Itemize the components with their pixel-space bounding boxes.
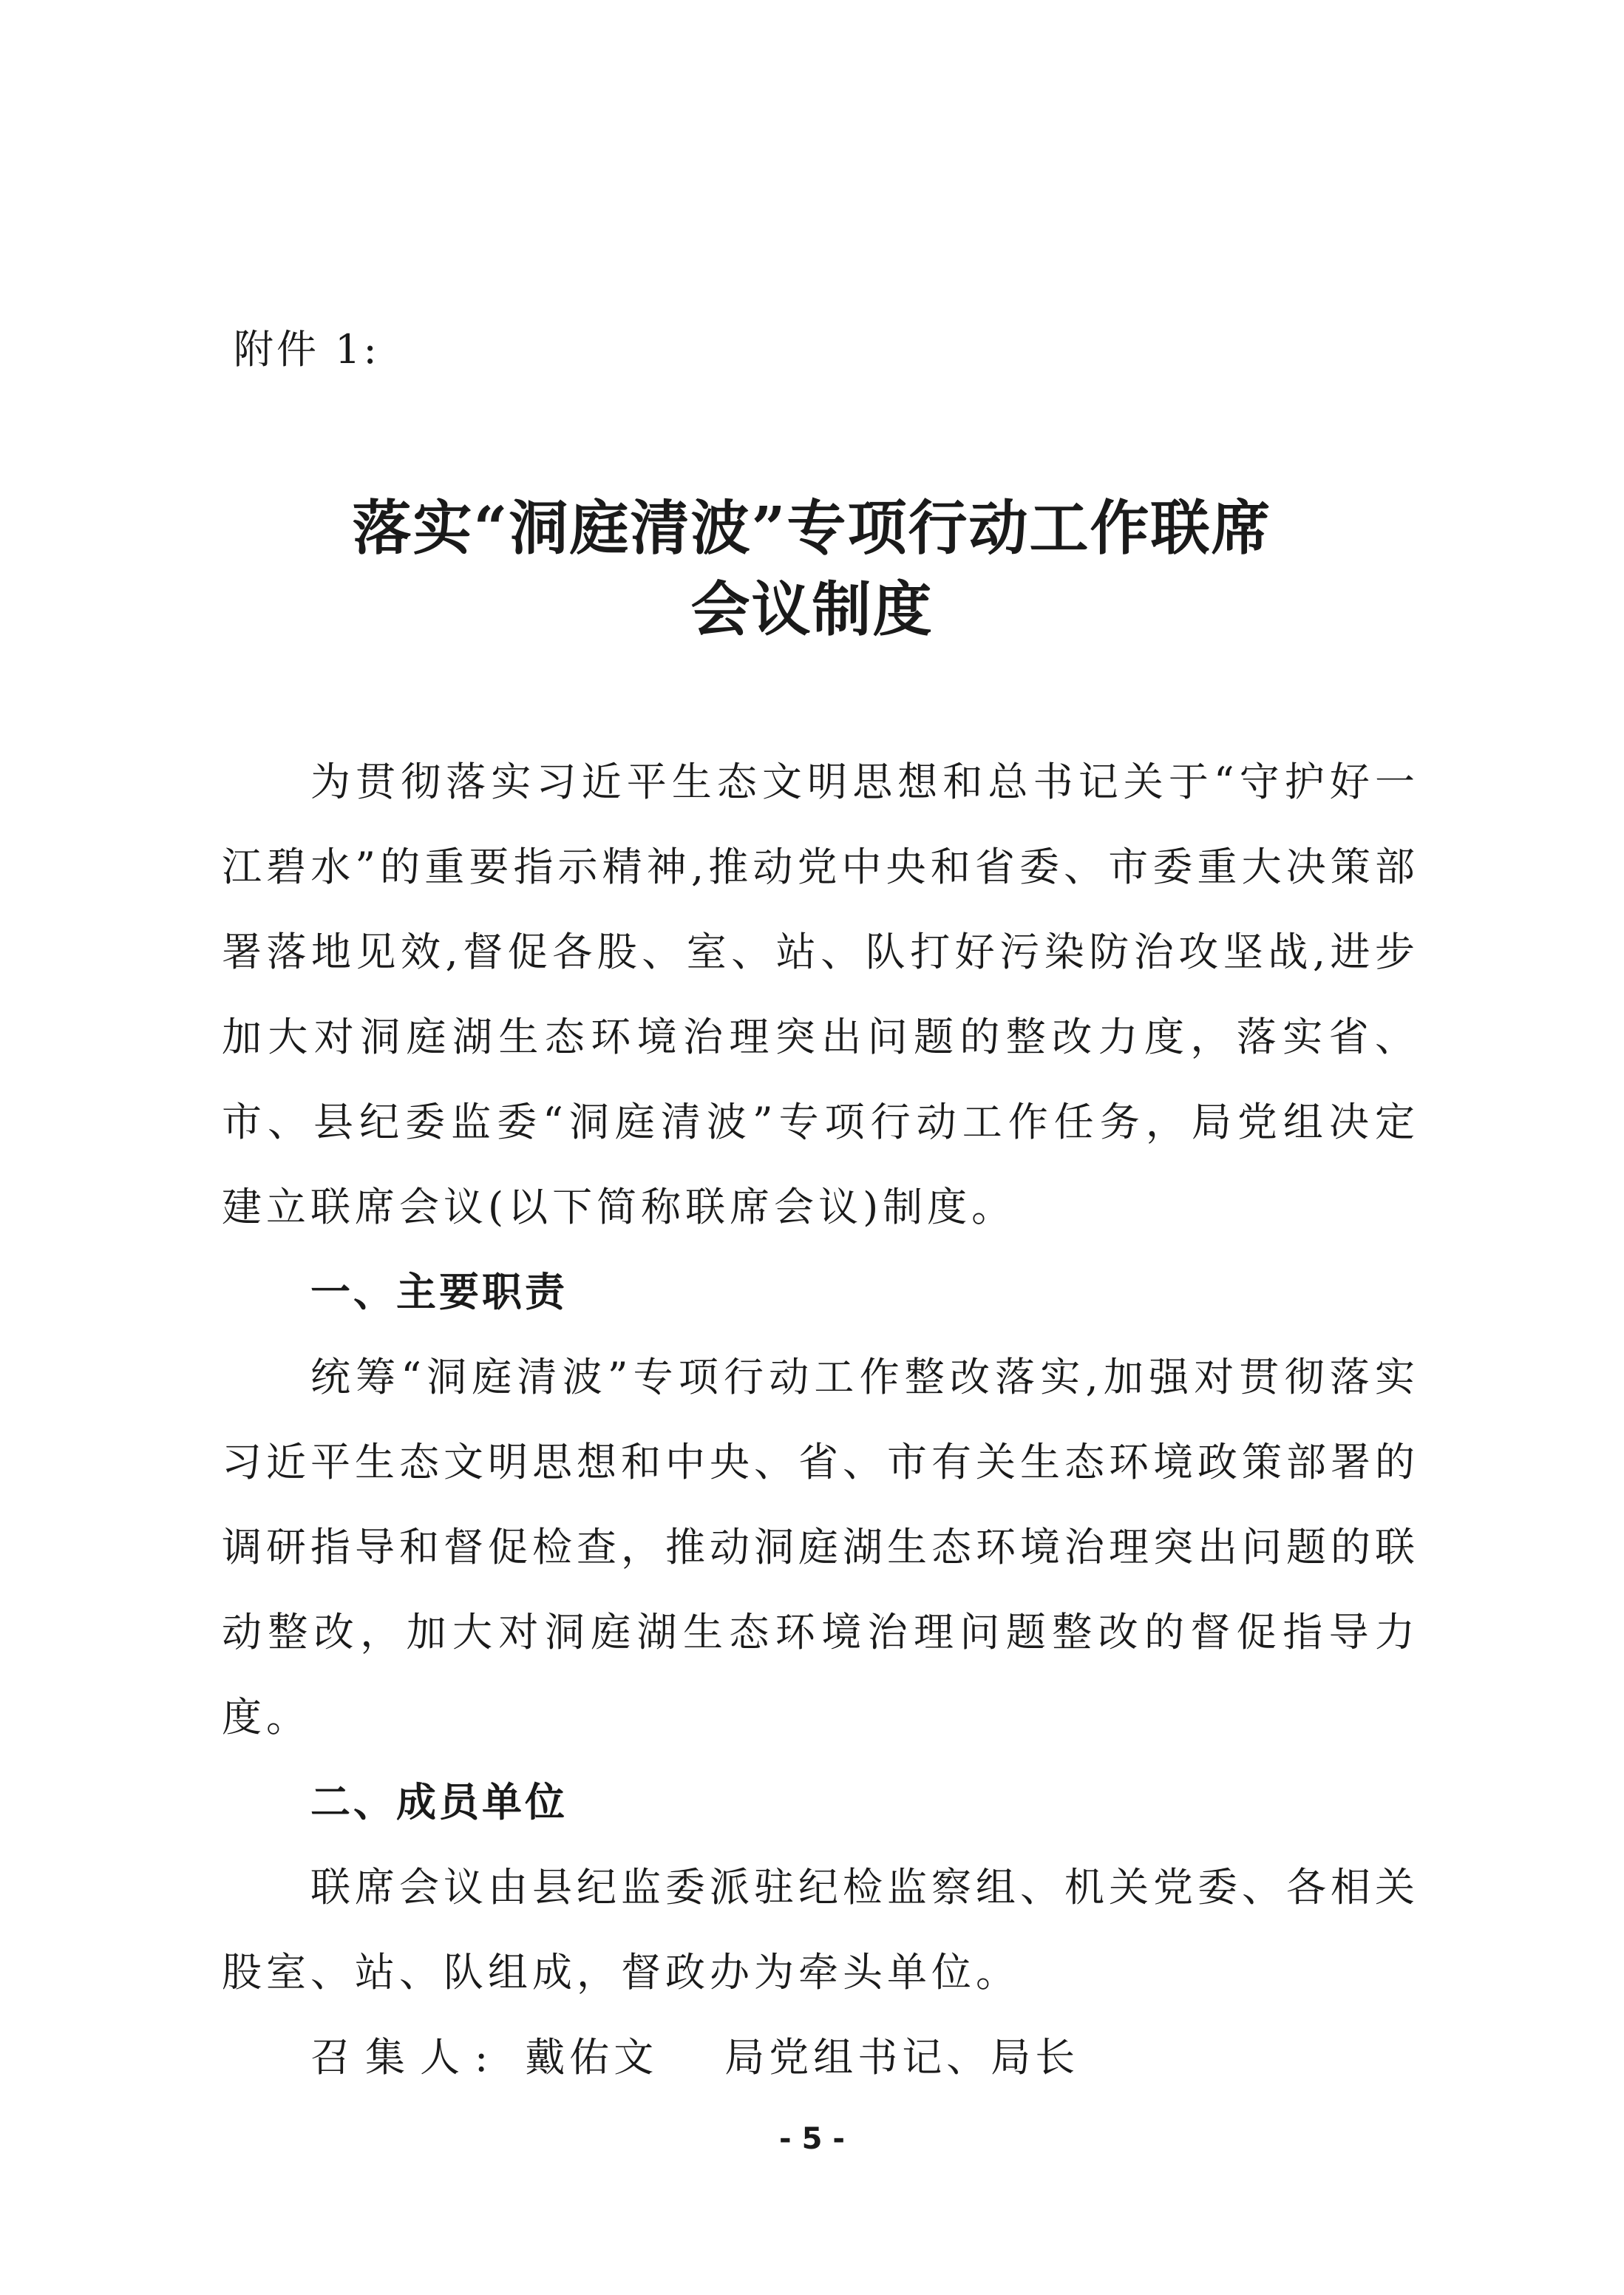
convener-line (222, 2015, 1419, 2100)
intro-paragraph: 为贯彻落实习近平生态文明思想和总书记关于“守护好一江碧水”的重要指示精神,推动党中央和省委、市委重大决策部署落地见效,督促各股、室、站、队打好污染防治攻坚战,进步加大对洞庭湖生态环境治理突出问题的整改力度，落实省、市、县纪委监委“洞庭清波”专项行动工作任务，局党组决定建立联席会议(以下简称联席会议)制度。 (222, 759, 1419, 1230)
document-title-line-1: 落实“洞庭清波”专项行动工作联席 (352, 493, 1272, 563)
convener-role: 局党组书记、局长 (724, 2034, 1080, 2081)
attachment-label: 附件 1: (234, 326, 380, 373)
section-heading-duties: 一、主要职责 (310, 1269, 568, 1315)
document-title-line-2: 会议制度 (690, 574, 934, 644)
duties-paragraph: 统筹“洞庭清波”专项行动工作整改落实,加强对贯彻落实习近平生态文明思想和中央、省、市有关生态环境政策部署的调研指导和督促检查，推动洞庭湖生态环境治理突出问题的联动整改，加大对洞庭湖生态环境治理问题整改的督促指导力度。 (222, 1354, 1419, 1740)
members-paragraph: 联席会议由县纪监委派驻纪检监察组、机关党委、各相关股室、站、队组成，督政办为牵头单位。 (222, 1864, 1419, 1996)
page-number: - 5 - (779, 2122, 845, 2156)
document-body (222, 739, 1419, 2100)
convener-name: 戴佑文 (525, 2034, 659, 2081)
section-heading-members: 二、成员单位 (310, 1779, 568, 1826)
convener-label: 召集人: (310, 2034, 503, 2081)
